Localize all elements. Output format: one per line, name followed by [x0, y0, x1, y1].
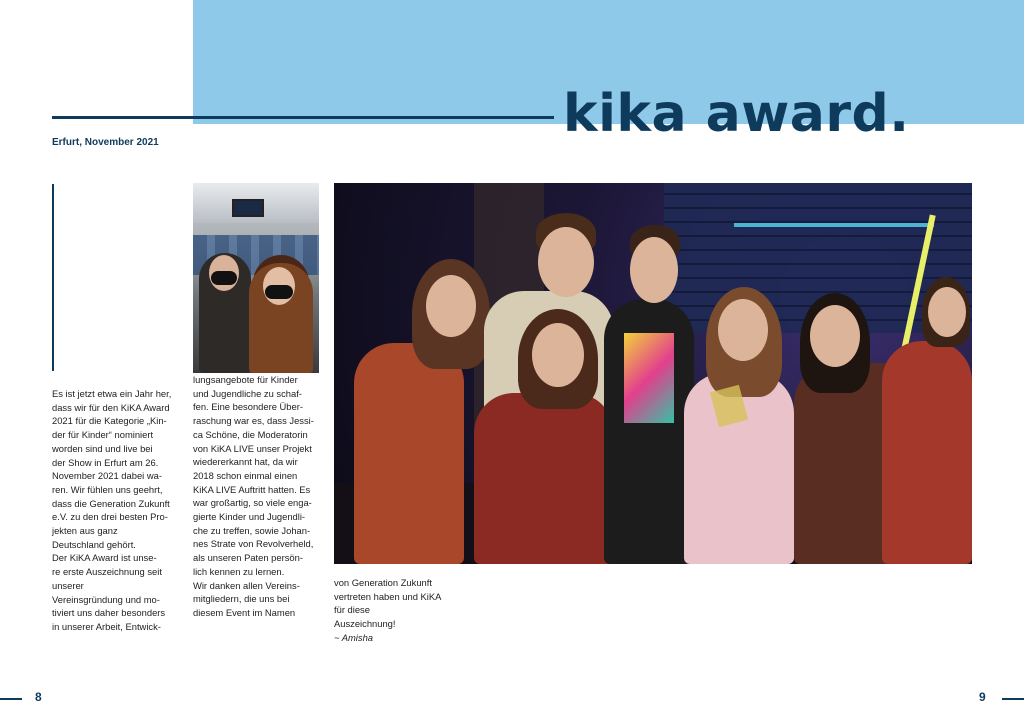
- text-line: unserer: [52, 579, 84, 591]
- person-left-mask: [211, 271, 237, 285]
- text-line: KiKA LIVE Auftritt hatten. Es: [193, 483, 311, 495]
- text-line: dass wir für den KiKA Award: [52, 401, 170, 413]
- author-signature: ~ Amisha: [334, 631, 373, 643]
- text-line: ren. Wir fühlen uns geehrt,: [52, 483, 163, 495]
- train-selfie-photo: [193, 183, 319, 373]
- text-line: November 2021 dabei wa-: [52, 470, 162, 482]
- text-line: Wir danken allen Vereins-: [193, 579, 300, 591]
- figure-5-head: [718, 299, 768, 361]
- text-line: fen. Eine besondere Über-: [193, 401, 303, 413]
- figure-7-head: [928, 287, 966, 337]
- text-line: der für Kinder“ nominiert: [52, 429, 154, 441]
- dateline: Erfurt, November 2021: [52, 137, 159, 148]
- text-line: Der KiKA Award ist unse-: [52, 552, 157, 564]
- figure-6-head: [810, 305, 860, 367]
- text-line: Es ist jetzt etwa ein Jahr her,: [52, 388, 172, 399]
- footer-rule-left: [0, 698, 22, 700]
- text-line: in unserer Arbeit, Entwick-: [52, 620, 161, 632]
- figure-1: [354, 343, 464, 564]
- text-line: jekten aus ganz: [52, 525, 118, 537]
- group-photo: [334, 183, 972, 564]
- figure-4-head: [630, 237, 678, 303]
- person-right-mask: [265, 285, 293, 299]
- text-line: von KiKA LIVE unser Projekt: [193, 442, 312, 454]
- figure-4-shirt-print: [624, 333, 674, 423]
- text-line: e.V. zu den drei besten Pro-: [52, 511, 168, 523]
- text-line: worden sind und live bei: [52, 442, 153, 454]
- text-line: vertreten haben und KiKA: [334, 590, 442, 602]
- text-line: der Show in Erfurt am 26.: [52, 456, 159, 468]
- page-number-right: 9: [979, 690, 986, 704]
- figure-3-head: [532, 323, 584, 387]
- text-line: 2021 für die Kategorie „Kin-: [52, 415, 167, 427]
- text-line: lungsangebote für Kinder: [193, 374, 298, 385]
- train-monitor: [232, 199, 264, 217]
- text-line: 2018 schon einmal einen: [193, 469, 298, 481]
- text-line: tiviert uns daher besonders: [52, 607, 166, 619]
- footer-rule-right: [1002, 698, 1024, 700]
- text-line: wiedererkannt hat, da wir: [193, 456, 298, 468]
- text-line: nes Strate von Revolverheld,: [193, 538, 314, 550]
- text-line: gierte Kinder und Jugendli-: [193, 511, 306, 523]
- figure-2-head: [538, 227, 594, 297]
- cyan-light: [734, 223, 934, 227]
- text-line: von Generation Zukunft: [334, 577, 432, 588]
- text-line: raschung war es, dass Jessi-: [193, 415, 314, 427]
- text-line: Auszeichnung!: [334, 618, 396, 630]
- figure-7: [882, 341, 972, 564]
- text-column-2: [193, 373, 319, 620]
- text-line: war großartig, so viele enga-: [193, 497, 312, 509]
- text-line: und Jugendliche zu schaf-: [193, 387, 302, 399]
- text-line: dass die Generation Zukunft: [52, 497, 170, 509]
- text-line: Vereinsgründung und mo-: [52, 593, 160, 605]
- text-line: mitgliedern, die uns bei: [193, 593, 290, 605]
- text-line: che zu treffen, sowie Johan-: [193, 524, 311, 536]
- text-line: lich kennen zu lernen.: [193, 565, 285, 577]
- page-title: kika award.: [563, 84, 910, 144]
- text-column-3: [334, 576, 461, 645]
- figure-1-head: [426, 275, 476, 337]
- text-line: für diese: [334, 604, 370, 616]
- figure-3: [474, 393, 614, 564]
- column-accent-rule: [52, 184, 54, 371]
- title-rule: [52, 116, 554, 119]
- text-line: Deutschland gehört.: [52, 538, 136, 550]
- text-line: als unseren Paten persön-: [193, 552, 303, 564]
- text-line: re erste Auszeichnung seit: [52, 566, 162, 578]
- text-column-1: [52, 387, 179, 634]
- page-number-left: 8: [35, 690, 42, 704]
- text-line: diesem Event im Namen: [193, 606, 296, 618]
- text-line: ca Schöne, die Moderatorin: [193, 428, 308, 440]
